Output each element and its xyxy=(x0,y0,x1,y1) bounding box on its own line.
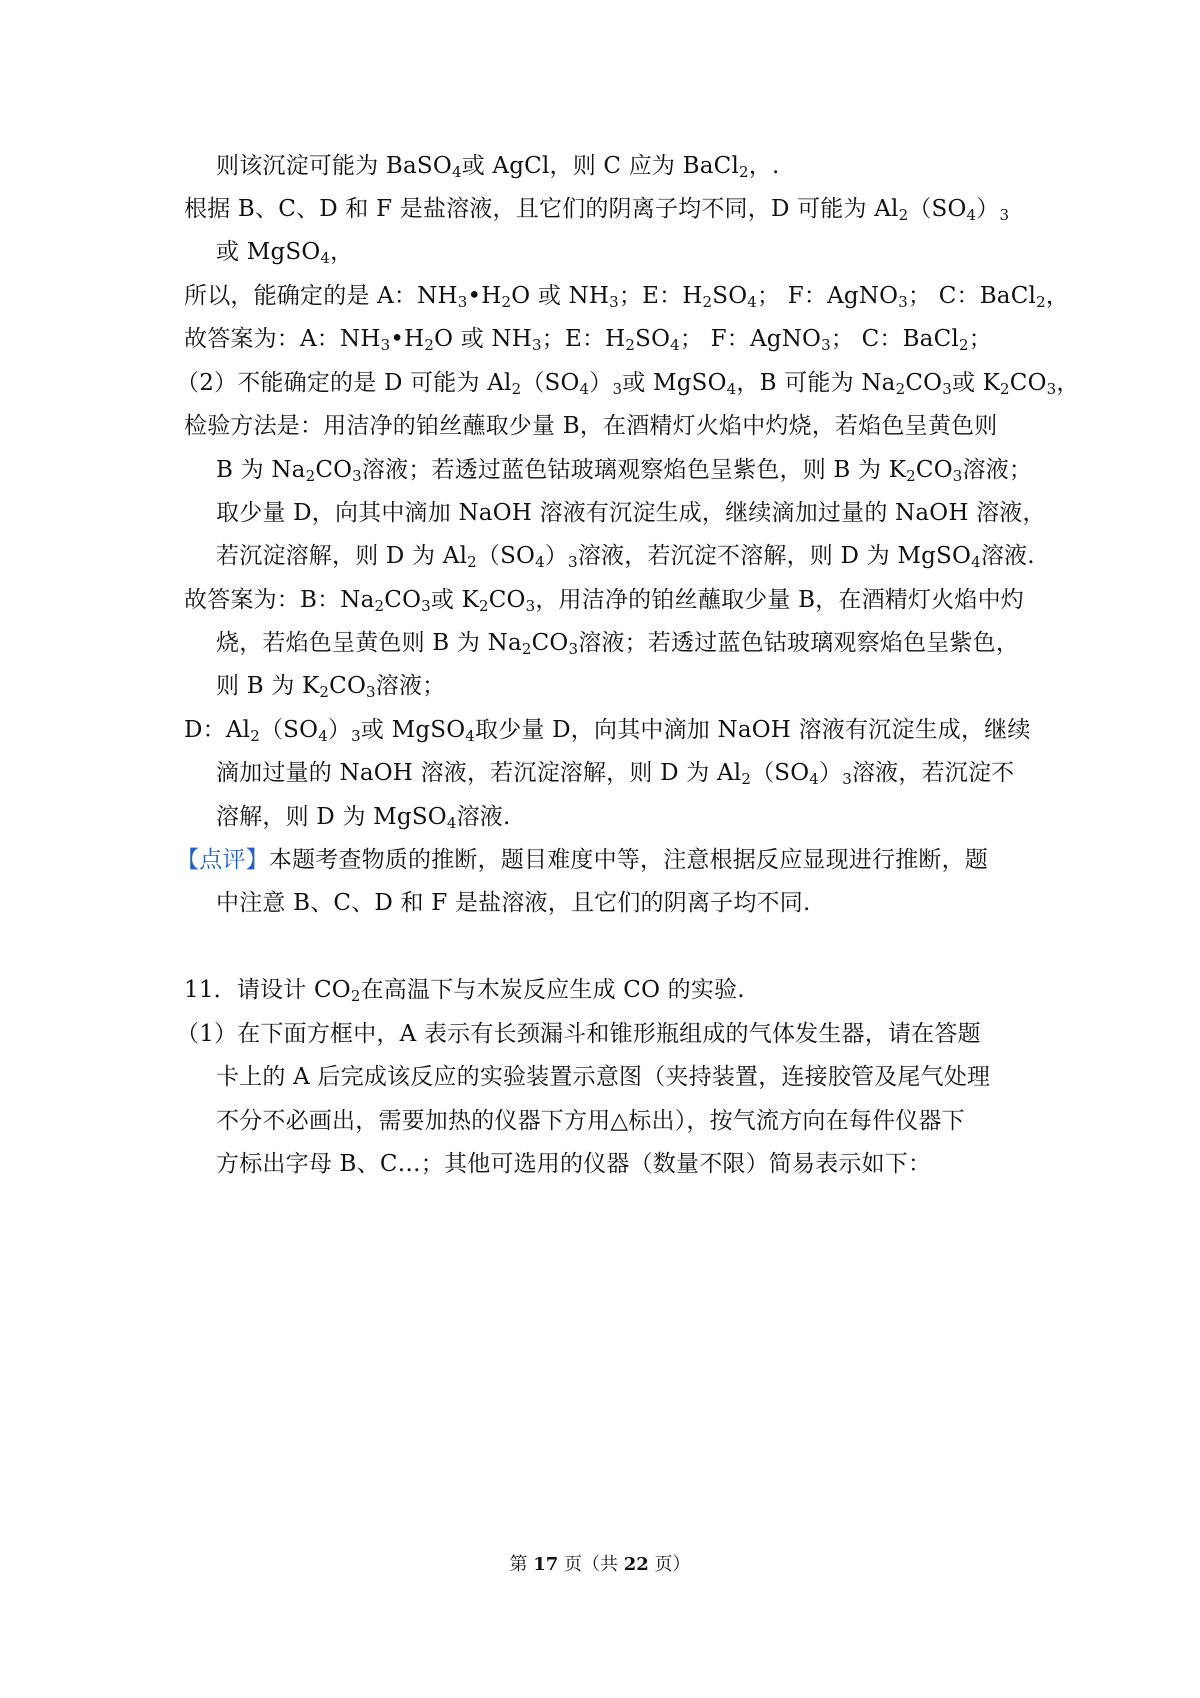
text-segment: SO xyxy=(635,326,671,352)
page-number: 17 xyxy=(533,1554,559,1575)
text-segment: （2）不能确定的是 D 可能为 Al xyxy=(176,370,512,396)
subscript: 2 xyxy=(739,163,749,181)
text-segment: 或 MgSO xyxy=(216,239,321,265)
text-segment: 烧，若焰色呈黄色则 B 为 Na xyxy=(216,630,522,656)
subscript: 3 xyxy=(351,727,361,745)
text-segment: 溶液； xyxy=(962,457,1033,483)
text-segment: 溶液；若透过蓝色钴玻璃观察焰色呈紫色， xyxy=(578,630,1020,656)
text-segment: 方标出字母 B、C…；其他可选用的仪器（数量不限）简易表示如下： xyxy=(216,1151,932,1177)
subscript: 4 xyxy=(465,727,476,745)
subscript: 3 xyxy=(532,336,542,354)
text-line xyxy=(216,151,779,181)
text-segment: 在高温下与木炭反应生成 CO 的实验. xyxy=(360,977,745,1003)
text-segment: CO xyxy=(384,587,422,613)
subscript: 2 xyxy=(1036,293,1046,311)
total-pages: 22 xyxy=(623,1554,649,1575)
text-segment: CO xyxy=(488,587,526,613)
subscript: 2 xyxy=(702,293,713,311)
subscript: 3 xyxy=(898,293,908,311)
subscript: 4 xyxy=(966,206,977,224)
text-segment: ） xyxy=(589,370,613,396)
subscript: 2 xyxy=(1000,380,1010,398)
text-line xyxy=(216,1106,965,1136)
page-footer xyxy=(0,1553,1200,1577)
text-segment: ，用洁净的铂丝蘸取少量 B，在酒精灯火焰中灼 xyxy=(535,587,1024,613)
text-segment: 溶液； xyxy=(375,673,446,699)
subscript: 4 xyxy=(747,293,758,311)
text-segment: 故答案为：B：Na xyxy=(184,587,375,613)
text-segment: CO xyxy=(329,673,367,699)
text-line xyxy=(216,671,445,701)
text-segment: 取少量 D，向其中滴加 NaOH 溶液有沉淀生成，继续 xyxy=(475,717,1031,743)
text-segment: 不分不必画出，需要加热的仪器下方用△标出），按气流方向在每件仪器下 xyxy=(216,1108,965,1134)
subscript: 2 xyxy=(898,206,909,224)
text-line xyxy=(184,281,1069,311)
text-segment: 滴加过量的 NaOH 溶液，若沉淀溶解，则 D 为 Al xyxy=(216,760,742,786)
text-segment: CO xyxy=(905,370,943,396)
text-segment: D：Al xyxy=(184,717,251,743)
text-segment: ， xyxy=(330,239,354,265)
subscript: 2 xyxy=(424,336,435,354)
text-line xyxy=(216,541,1035,571)
subscript: 3 xyxy=(612,380,623,398)
text-segment: B 为 Na xyxy=(216,457,306,483)
text-segment: 取少量 D，向其中滴加 NaOH 溶液有沉淀生成，继续滴加过量的 NaOH 溶液， xyxy=(216,500,1046,526)
comment-line xyxy=(176,845,988,875)
text-line xyxy=(184,194,1009,224)
text-segment: 或 AgCl，则 C 应为 BaCl xyxy=(461,153,740,179)
subscript: 3 xyxy=(842,770,852,788)
footer-text: 页（共 xyxy=(558,1554,624,1575)
text-segment: （SO xyxy=(751,760,810,786)
subscript: 3 xyxy=(942,380,952,398)
text-segment: 卡上的 A 后完成该反应的实验装置示意图（夹持装置，连接胶管及尾气处理 xyxy=(216,1064,991,1090)
text-segment: 根据 B、C、D 和 F 是盐溶液，且它们的阴离子均不同，D 可能为 Al xyxy=(184,196,899,222)
text-line xyxy=(216,237,353,267)
text-line xyxy=(216,1062,990,1092)
text-segment: ，. xyxy=(748,153,780,179)
text-segment: 溶解，则 D 为 MgSO xyxy=(216,804,447,830)
text-segment: 溶液，若沉淀不 xyxy=(851,760,1015,786)
text-line xyxy=(216,802,511,832)
subscript: 4 xyxy=(451,163,462,181)
subscript: 2 xyxy=(501,293,512,311)
text-segment: 则 B 为 K xyxy=(216,673,320,699)
text-segment: ； xyxy=(968,326,992,352)
text-segment: 或 K xyxy=(951,370,1001,396)
text-segment: ， xyxy=(1045,283,1070,309)
subscript: 3 xyxy=(525,597,536,615)
text-segment: ） xyxy=(327,717,352,743)
subscript: 3 xyxy=(457,293,468,311)
text-segment: （SO xyxy=(259,717,319,743)
subscript: 2 xyxy=(479,597,489,615)
subscript: 4 xyxy=(535,553,545,571)
text-segment: （1）在下面方框中，A 表示有长颈漏斗和锥形瓶组成的气体发生器，请在答题 xyxy=(176,1021,981,1047)
text-segment: CO xyxy=(1009,370,1047,396)
text-line xyxy=(216,498,1046,528)
subscript: 3 xyxy=(1046,380,1057,398)
comment-tag: 【点评】 xyxy=(176,847,269,873)
subscript: 2 xyxy=(958,336,969,354)
text-segment: 若沉淀溶解，则 D 为 Al xyxy=(216,543,468,569)
subscript: 3 xyxy=(999,206,1010,224)
text-segment: ； F：AgNO xyxy=(679,326,822,352)
question-title xyxy=(184,975,745,1005)
text-segment: 溶液，若沉淀不溶解，则 D 为 MgSO xyxy=(577,543,972,569)
subscript: 3 xyxy=(421,597,431,615)
subscript: 2 xyxy=(319,683,330,701)
text-segment: 中注意 B、C、D 和 F 是盐溶液，且它们的阴离子均不同. xyxy=(216,890,811,916)
text-line xyxy=(184,585,1024,615)
text-segment: 或 K xyxy=(430,587,479,613)
text-segment: •H xyxy=(390,326,425,352)
text-line xyxy=(184,411,997,441)
text-segment: 溶液；若透过蓝色钴玻璃观察焰色呈紫色，则 B 为 K xyxy=(361,457,907,483)
subscript: 4 xyxy=(971,553,981,571)
subscript: 4 xyxy=(726,380,737,398)
subscript: 2 xyxy=(625,336,636,354)
text-segment: ；E：H xyxy=(541,326,626,352)
text-line xyxy=(184,324,992,354)
text-segment: O 或 NH xyxy=(511,283,610,309)
text-segment: ） xyxy=(544,543,569,569)
text-segment: 或 MgSO xyxy=(622,370,727,396)
text-segment: （SO xyxy=(476,543,536,569)
text-segment: 所以，能确定的是 A：NH xyxy=(184,283,458,309)
subscript: 2 xyxy=(521,640,532,658)
text-segment: ） xyxy=(976,196,1000,222)
subscript: 2 xyxy=(350,987,361,1005)
text-segment: 11．请设计 CO xyxy=(184,977,351,1003)
text-line xyxy=(216,455,1032,485)
subscript: 4 xyxy=(670,336,680,354)
subscript: 3 xyxy=(609,293,619,311)
subscript: 2 xyxy=(250,727,260,745)
subscript: 4 xyxy=(446,814,457,832)
subscript: 2 xyxy=(305,467,316,485)
text-segment: CO xyxy=(915,457,953,483)
subscript: 2 xyxy=(467,553,477,571)
text-segment: ，B 可能为 Na xyxy=(736,370,896,396)
text-segment: 溶液. xyxy=(980,543,1035,569)
subscript: 2 xyxy=(741,770,752,788)
subscript: 3 xyxy=(380,336,391,354)
text-line xyxy=(176,368,1080,398)
text-segment: 本题考查物质的推断，题目难度中等，注意根据反应显现进行推断，题 xyxy=(268,847,989,873)
text-segment: ） xyxy=(819,760,843,786)
text-line xyxy=(216,888,810,918)
subscript: 3 xyxy=(821,336,831,354)
text-segment: （SO xyxy=(521,370,580,396)
subscript: 2 xyxy=(511,380,522,398)
text-segment: •H xyxy=(467,283,502,309)
text-segment: ； F：AgNO xyxy=(757,283,899,309)
text-segment: O 或 NH xyxy=(434,326,532,352)
subscript: 3 xyxy=(952,467,963,485)
subscript: 4 xyxy=(809,770,820,788)
subscript: 3 xyxy=(366,683,376,701)
text-segment: ；E：H xyxy=(618,283,703,309)
text-segment: CO xyxy=(531,630,569,656)
text-segment: 则该沉淀可能为 BaSO xyxy=(216,153,452,179)
subscript: 2 xyxy=(374,597,385,615)
text-line xyxy=(176,1019,981,1049)
subscript: 3 xyxy=(352,467,362,485)
text-segment: ； C：BaCl xyxy=(830,326,959,352)
subscript: 4 xyxy=(318,727,328,745)
text-segment: ， xyxy=(1056,370,1080,396)
text-line xyxy=(216,758,1014,788)
subscript: 3 xyxy=(568,640,579,658)
text-segment: ； C：BaCl xyxy=(907,283,1037,309)
text-segment: 故答案为：A：NH xyxy=(184,326,381,352)
subscript: 4 xyxy=(579,380,590,398)
text-segment: 或 MgSO xyxy=(360,717,466,743)
subscript: 4 xyxy=(320,249,331,267)
subscript: 2 xyxy=(906,467,916,485)
text-line xyxy=(184,715,1031,745)
text-line xyxy=(216,1149,931,1179)
subscript: 3 xyxy=(568,553,578,571)
text-segment: （SO xyxy=(908,196,967,222)
footer-text: 第 xyxy=(509,1554,534,1575)
text-segment: CO xyxy=(315,457,353,483)
footer-text: 页） xyxy=(648,1554,691,1575)
subscript: 2 xyxy=(895,380,906,398)
text-segment: 检验方法是：用洁净的铂丝蘸取少量 B，在酒精灯火焰中灼烧，若焰色呈黄色则 xyxy=(184,413,998,439)
text-segment: 溶液. xyxy=(456,804,511,830)
text-segment: SO xyxy=(712,283,748,309)
text-line xyxy=(216,628,1019,658)
